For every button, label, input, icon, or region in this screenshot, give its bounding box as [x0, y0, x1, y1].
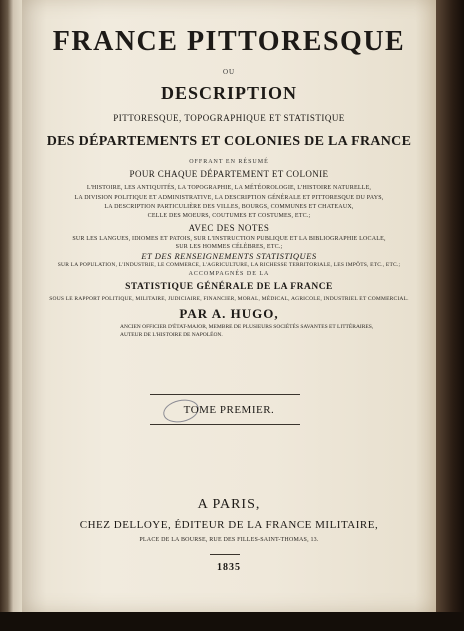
departements-heading: DES DÉPARTEMENTS ET COLONIES DE LA FRANCE	[46, 134, 412, 149]
contents-line: LA DESCRIPTION PARTICULIÈRE DES VILLES, BOURGS, COMMUNES ET CHATEAUX,	[104, 204, 354, 210]
author-affiliation: AUTEUR DE L'HISTOIRE DE NAPOLÉON.	[120, 332, 223, 338]
divider-rule	[150, 424, 300, 425]
publication-city: A PARIS,	[197, 497, 261, 512]
contents-line: L'HISTOIRE, LES ANTIQUITÉS, LA TOPOGRAPHIE, LA MÉTÉOROLOGIE, L'HISTOIRE NATURELLE,	[86, 185, 372, 191]
notes-line: SUR LES HOMMES CÉLÈBRES, ETC.;	[175, 244, 283, 250]
conjunction-ou: OU	[222, 68, 236, 76]
accompagnes-line: ACCOMPAGNÉS DE LA	[188, 271, 270, 277]
chaque-heading: POUR CHAQUE DÉPARTEMENT ET COLONIE	[129, 169, 329, 179]
description-heading: DESCRIPTION	[160, 83, 298, 103]
divider-rule	[210, 554, 240, 555]
statistique-heading: STATISTIQUE GÉNÉRALE DE LA FRANCE	[125, 282, 333, 292]
publisher: CHEZ DELLOYE, ÉDITEUR DE LA FRANCE MILITAIRE,	[79, 519, 379, 531]
contents-line: CELLE DES MOEURS, COUTUMES ET COSTUMES, ETC.;	[147, 213, 311, 219]
avec-notes-heading: AVEC DES NOTES	[188, 223, 270, 233]
divider-rule	[150, 394, 300, 395]
page-edge	[436, 0, 464, 612]
author: PAR A. HUGO,	[179, 306, 279, 321]
notes-line: SUR LES LANGUES, IDIOMES ET PATOIS, SUR L'INSTRUCTION PUBLIQUE ET LA BIBLIOGRAPHIE LOCALE,	[72, 236, 386, 242]
book-title: FRANCE PITTORESQUE	[52, 26, 406, 57]
renseignements-heading: ET DES RENSEIGNEMENTS STATISTIQUES	[141, 251, 317, 261]
rapport-line: SOUS LE RAPPORT POLITIQUE, MILITAIRE, JUDICIAIRE, FINANCIER, MORAL, MÉDICAL, AGRICOLE, INDUSTRIEL ET COMMERCIAL.	[49, 296, 409, 302]
publication-year: 1835	[217, 562, 241, 573]
volume-label: TOME PREMIER.	[183, 404, 275, 416]
bottom-shadow	[0, 612, 464, 631]
publisher-address: PLACE DE LA BOURSE, RUE DES FILLES-SAINT-THOMAS, 13.	[139, 537, 319, 543]
book-spine	[0, 0, 22, 631]
contents-line: LA DIVISION POLITIQUE ET ADMINISTRATIVE, LA DESCRIPTION GÉNÉRALE ET PITTORESQUE DU PAYS,	[74, 195, 384, 201]
stats-line: SUR LA POPULATION, L'INDUSTRIE, LE COMMERCE, L'AGRICULTURE, LA RICHESSE TERRITORIALE, LES IMPÔTS, ETC., ETC.;	[57, 262, 401, 268]
author-affiliation: ANCIEN OFFICIER D'ÉTAT-MAJOR, MEMBRE DE PLUSIEURS SOCIÉTÉS SAVANTES ET LITTÉRAIRES,	[120, 324, 374, 330]
offrant-line: OFFRANT EN RÉSUMÉ	[189, 159, 269, 165]
subdescription: PITTORESQUE, TOPOGRAPHIQUE ET STATISTIQUE	[113, 113, 345, 123]
